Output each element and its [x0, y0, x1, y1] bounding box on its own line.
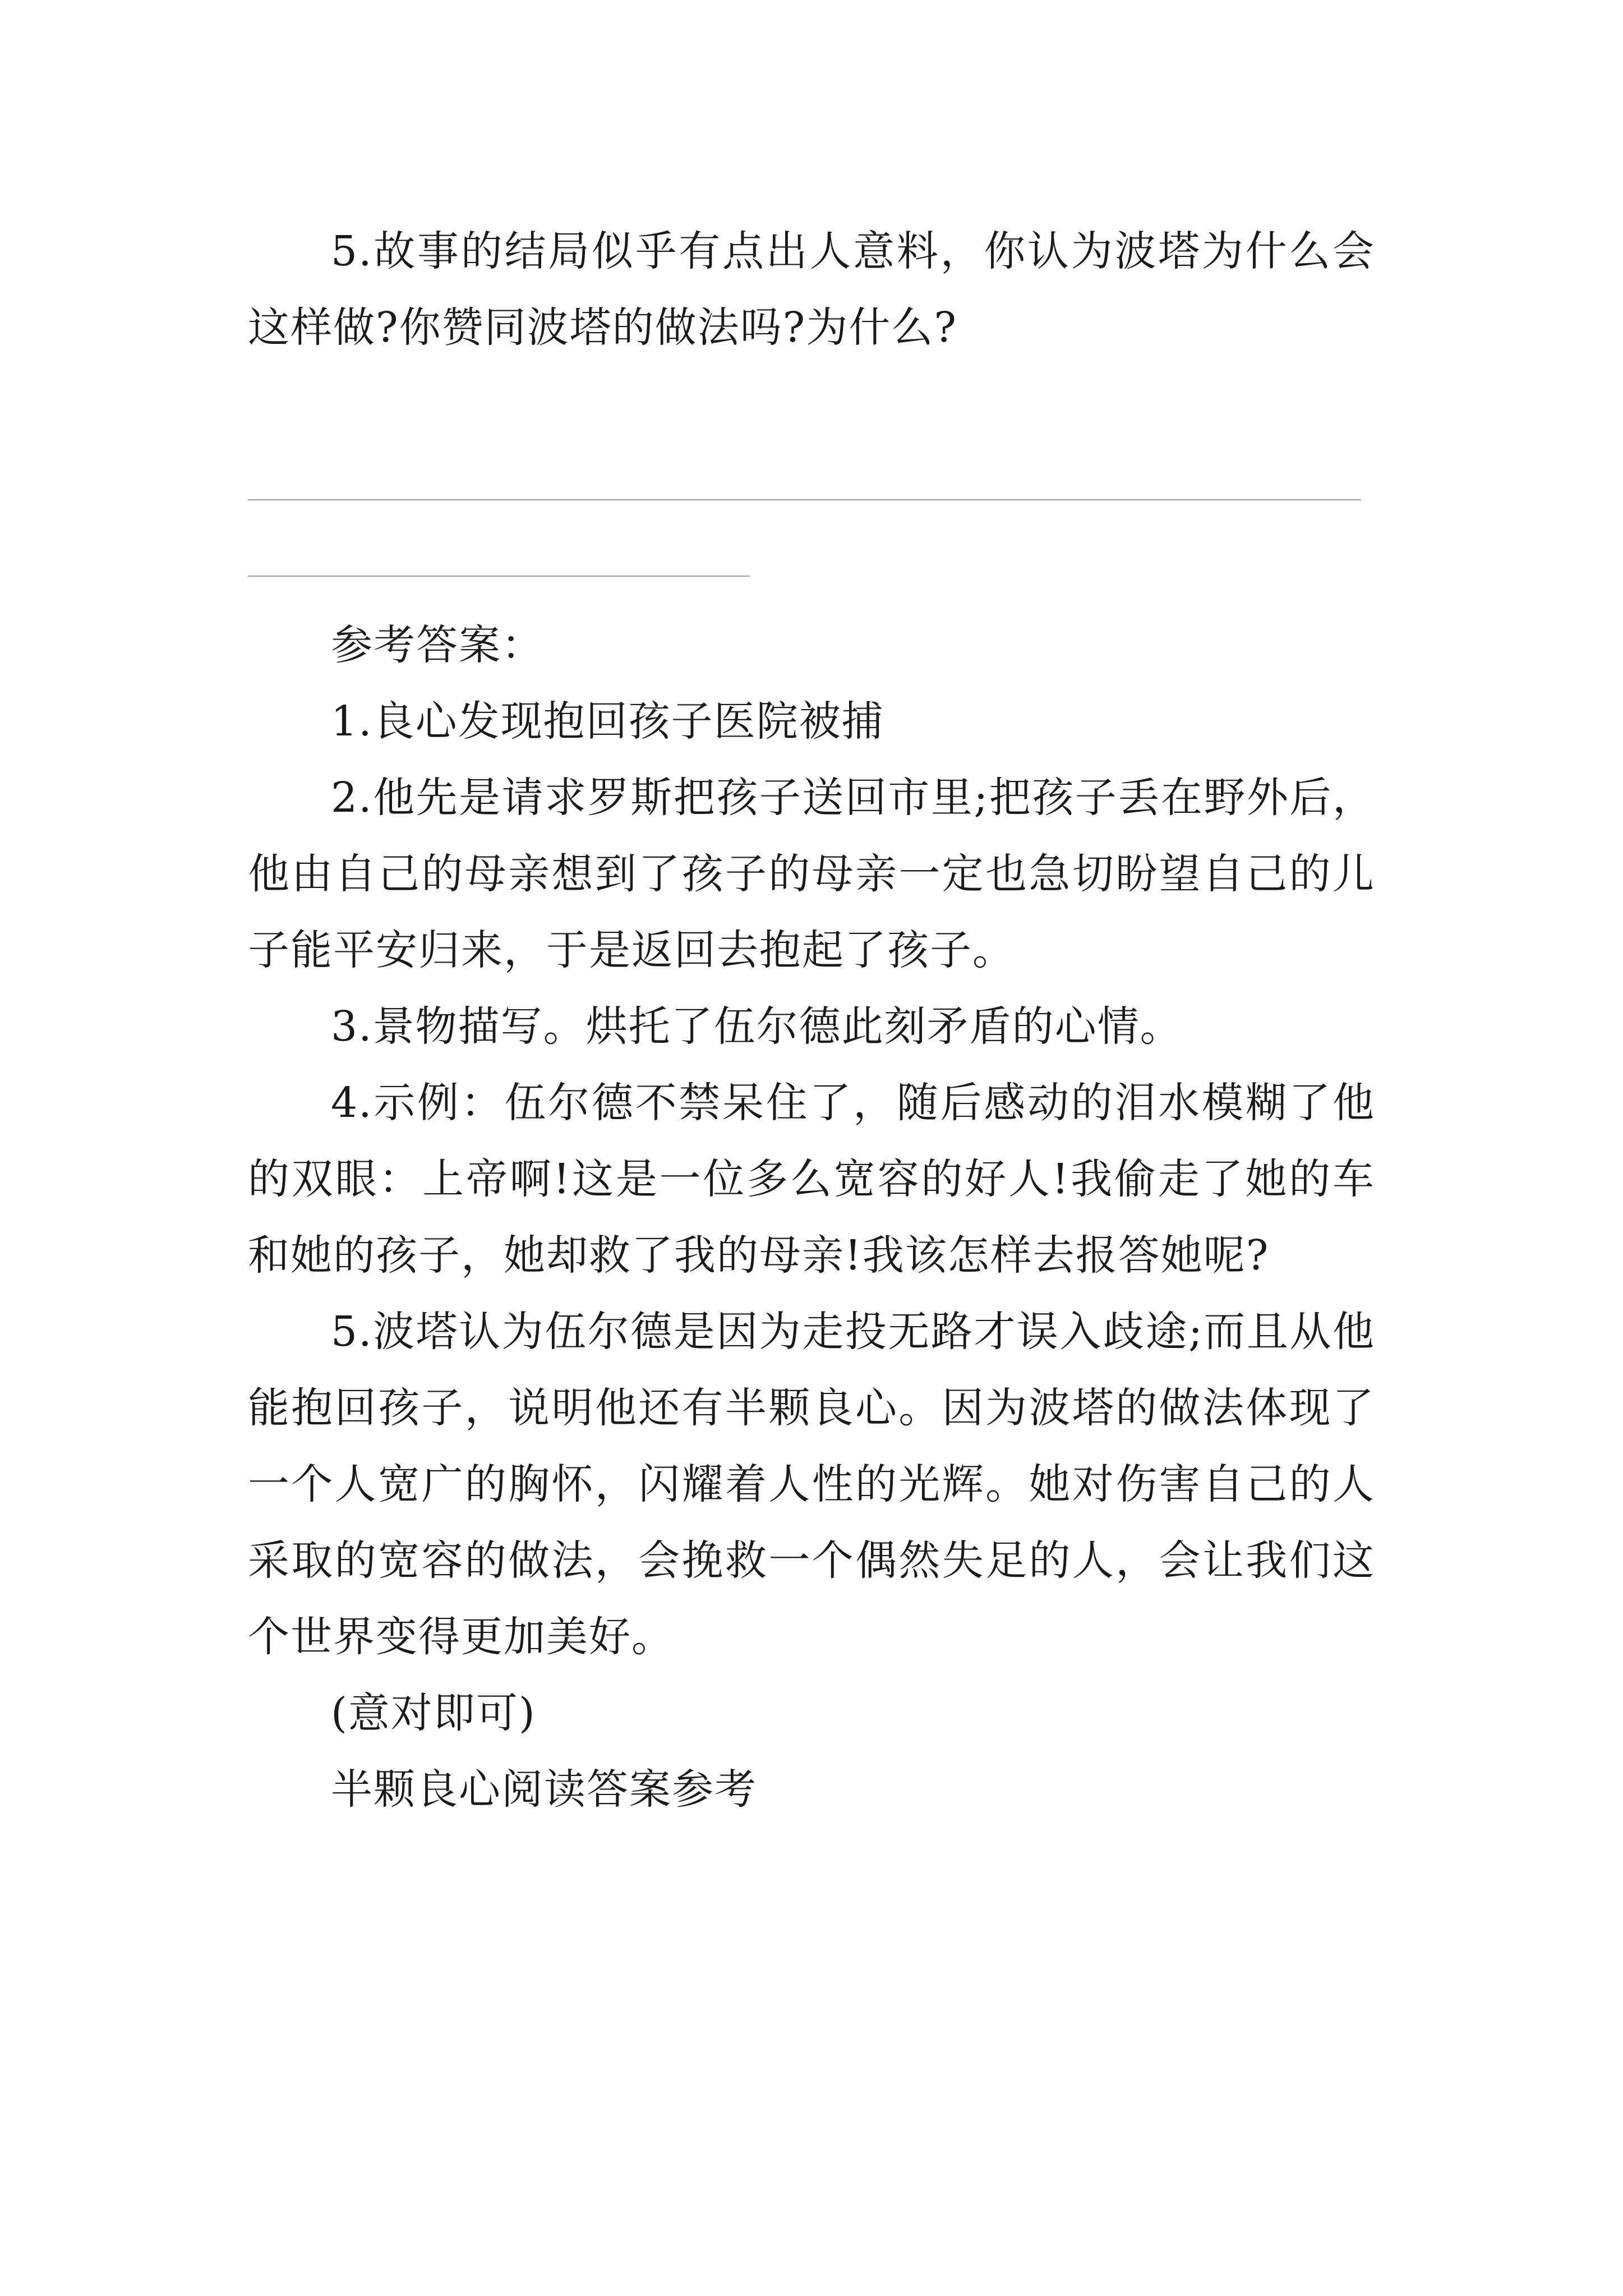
answers-heading: 参考答案： — [331, 621, 544, 669]
question-5: 5.故事的结局似乎有点出人意料，你认为波塔为什么会这样做?你赞同波塔的做法吗?为什么? — [248, 227, 1375, 352]
answer-2: 2.他先是请求罗斯把孩子送回市里;把孩子丢在野外后，他由自己的母亲想到了孩子的母亲一定也急切盼望自己的儿子能平安归来，于是返回去抱起了孩子。 — [248, 774, 1375, 974]
answer-4: 4.示例：伍尔德不禁呆住了，随后感动的泪水模糊了他的双眼：上帝啊!这是一位多么宽容的好人!我偷走了她的车和她的孩子，她却救了我的母亲!我该怎样去报答她呢? — [248, 1079, 1375, 1280]
answer-5: 5.波塔认为伍尔德是因为走投无路才误入歧途;而且从他能抱回孩子，说明他还有半颗良心。因为波塔的做法体现了一个人宽广的胸怀，闪耀着人性的光辉。她对伤害自己的人采取的宽容的做法，会挽救一个偶然失足的人，会让我们这个世界变得更加美好。 — [248, 1308, 1375, 1661]
document-content — [248, 213, 1375, 1828]
answer-blank-line-1 — [248, 499, 1361, 500]
answer-1: 1.良心发现抱回孩子医院被捕 — [331, 697, 884, 746]
answer-3: 3.景物描写。烘托了伍尔德此刻矛盾的心情。 — [331, 1002, 1183, 1051]
answer-blank-line-2 — [248, 576, 750, 577]
answers-note: (意对即可) — [331, 1689, 536, 1737]
footer-title: 半颗良心阅读答案参考 — [331, 1765, 757, 1814]
